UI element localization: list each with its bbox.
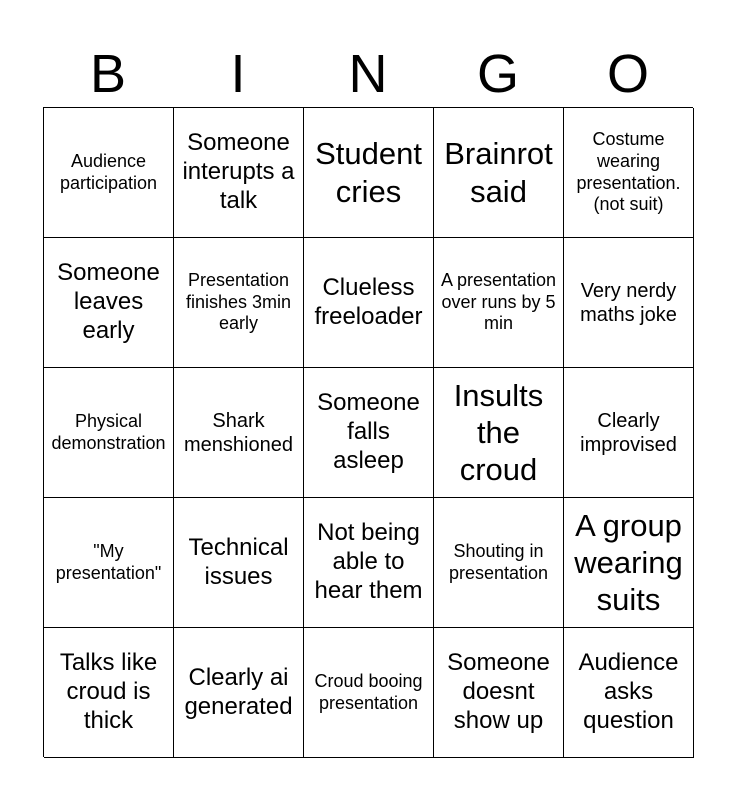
bingo-cell-r2-c5[interactable] — [564, 238, 694, 368]
bingo-cell-r4-c5[interactable] — [564, 498, 694, 628]
bingo-cell-r2-c2[interactable] — [174, 238, 304, 368]
bingo-cell-r3-c2[interactable] — [174, 368, 304, 498]
bingo-cell-r3-c3[interactable] — [304, 368, 434, 498]
bingo-cell-text: Someone doesnt show up — [447, 649, 550, 734]
bingo-cell-r5-c4[interactable] — [434, 628, 564, 758]
bingo-cell-text: Physical demonstration — [51, 410, 166, 453]
bingo-cell-r3-c4[interactable] — [434, 368, 564, 498]
bingo-cell-r5-c2[interactable] — [174, 628, 304, 758]
bingo-cell-text: Technical issues — [188, 533, 289, 590]
bingo-cell-text: A presentation over runs by 5 min — [440, 270, 557, 334]
bingo-cell-r1-c3[interactable] — [304, 108, 434, 238]
bingo-cell-text: Audience participation — [59, 150, 158, 193]
bingo-cell-text: Brainrot said — [444, 136, 553, 209]
bingo-cell-r4-c4[interactable] — [434, 498, 564, 628]
bingo-cell-r1-c5[interactable] — [564, 108, 694, 238]
bingo-cell-r3-c5[interactable] — [564, 368, 694, 498]
bingo-cell-r4-c3[interactable] — [304, 498, 434, 628]
bingo-cell-text: "My presentation" — [55, 540, 162, 583]
bingo-cell-r5-c1[interactable] — [44, 628, 174, 758]
header-letter-i: I — [230, 44, 246, 104]
bingo-cell-r1-c2[interactable] — [174, 108, 304, 238]
bingo-cell-text: A group wearing suits — [574, 507, 683, 618]
bingo-cell-r1-c4[interactable] — [434, 108, 564, 238]
header-letter-g: G — [476, 44, 519, 104]
bingo-cell-text: Very nerdy maths joke — [580, 279, 677, 326]
bingo-cell-text: Costume wearing presentation. (not suit) — [576, 129, 681, 215]
bingo-cell-r2-c4[interactable] — [434, 238, 564, 368]
bingo-cell-r4-c2[interactable] — [174, 498, 304, 628]
bingo-cell-text: Audience asks question — [578, 649, 679, 734]
bingo-cell-r2-c1[interactable] — [44, 238, 174, 368]
bingo-cell-text: Clearly improvised — [580, 409, 677, 456]
bingo-header — [43, 40, 693, 108]
bingo-cell-text: Talks like croud is thick — [59, 649, 158, 734]
bingo-cell-r4-c1[interactable] — [44, 498, 174, 628]
bingo-cell-r1-c1[interactable] — [44, 108, 174, 238]
bingo-cell-text: Someone falls asleep — [317, 389, 420, 474]
bingo-cell-r5-c3[interactable] — [304, 628, 434, 758]
header-letter-n: N — [348, 44, 388, 104]
bingo-board — [43, 107, 693, 757]
bingo-cell-text: Shouting in presentation — [448, 540, 549, 583]
bingo-cell-text: Presentation finishes 3min early — [185, 270, 292, 334]
header-letter-o: O — [606, 44, 649, 104]
header-letter-b: B — [89, 44, 127, 104]
bingo-cell-text: Not being able to hear them — [314, 519, 423, 604]
bingo-cell-r3-c1[interactable] — [44, 368, 174, 498]
bingo-cell-r2-c3[interactable] — [304, 238, 434, 368]
bingo-cell-text: Someone interupts a talk — [182, 129, 295, 214]
bingo-cell-r5-c5[interactable] — [564, 628, 694, 758]
bingo-cell-text: Student cries — [315, 136, 422, 209]
bingo-cell-text: Shark menshioned — [184, 409, 293, 456]
bingo-cell-text: Clearly ai generated — [184, 663, 293, 720]
bingo-cell-text: Insults the croud — [453, 377, 544, 488]
bingo-cell-text: Someone leaves early — [57, 259, 160, 344]
bingo-cell-text: Clueless freeloader — [314, 273, 423, 330]
bingo-cell-text: Croud booing presentation — [314, 670, 423, 713]
